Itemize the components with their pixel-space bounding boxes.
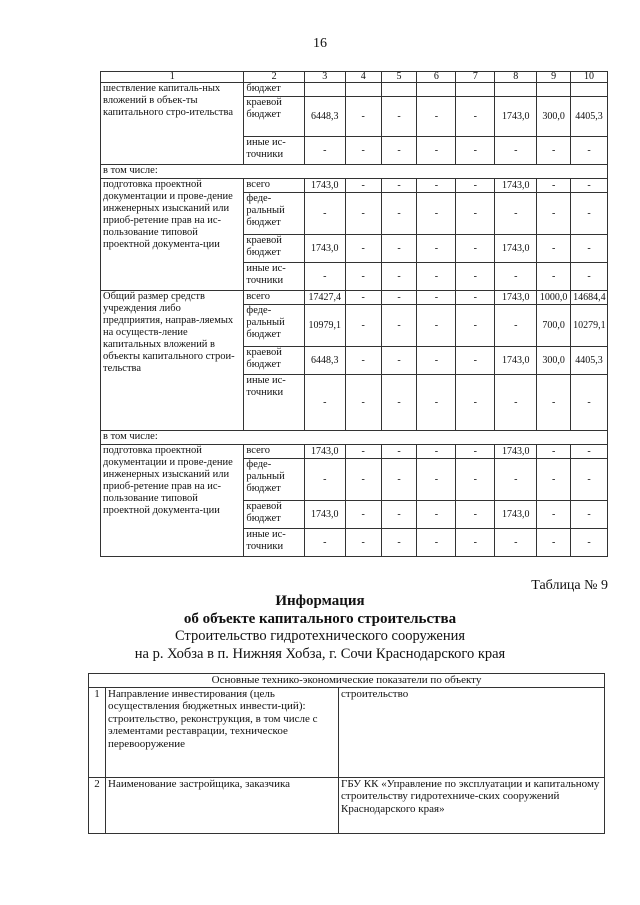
amount-cell: - [456, 375, 495, 431]
amount-cell: - [345, 291, 381, 305]
page-number: 16 [313, 36, 327, 51]
object-name-line2: на р. Хобза в п. Нижняя Хобза, г. Сочи Краснодарского края [134, 646, 506, 662]
amount-cell: - [417, 305, 456, 347]
amount-cell: - [537, 235, 571, 263]
indicator-name: Направление инвестирования (цель осуществления бюджетных инвести-ций): строительство, реконструкция, в том числе с элементами реставрации, техническое перевооружение [106, 687, 339, 777]
amount-cell: 6448,3 [304, 347, 345, 375]
amount-cell: - [381, 375, 417, 431]
amount-cell [304, 83, 345, 97]
amount-cell: - [495, 375, 537, 431]
source-label: феде-ральный бюджет [244, 193, 304, 235]
source-label: краевой бюджет [244, 235, 304, 263]
amount-cell: - [537, 137, 571, 165]
indicator-name: Наименование застройщика, заказчика [106, 777, 339, 833]
amount-cell: 700,0 [537, 305, 571, 347]
column-header: 5 [381, 72, 417, 83]
amount-cell: - [456, 179, 495, 193]
amount-cell: - [417, 179, 456, 193]
amount-cell: 1743,0 [495, 347, 537, 375]
amount-cell: - [456, 137, 495, 165]
amount-cell: - [417, 459, 456, 501]
amount-cell: - [571, 235, 608, 263]
info-title: Информация [275, 593, 365, 609]
amount-cell: - [456, 263, 495, 291]
indicators-header-row [89, 674, 605, 688]
amount-cell: - [571, 529, 608, 557]
row-description: Общий размер средств учреждения либо предприятия, направ-ляемых на осуществ-ление капитальных вложений в объекты капитального строи-тельства [101, 291, 244, 431]
row-description: шествление капиталь-ных вложений в объек-ты капитального стро-ительства [101, 83, 244, 165]
source-label: всего [244, 179, 304, 193]
amount-cell: - [495, 305, 537, 347]
source-label: феде-ральный бюджет [244, 459, 304, 501]
amount-cell: - [345, 529, 381, 557]
amount-cell: - [345, 235, 381, 263]
indicator-row [89, 687, 605, 777]
amount-cell: - [495, 529, 537, 557]
source-label: иные ис-точники [244, 137, 304, 165]
amount-cell: 14684,4 [571, 291, 608, 305]
source-label: иные ис-точники [244, 375, 304, 431]
table-number: Таблица № 9 [531, 578, 608, 593]
amount-cell: - [304, 263, 345, 291]
column-header: 8 [495, 72, 537, 83]
amount-cell: - [571, 375, 608, 431]
indicator-number: 2 [89, 777, 106, 833]
source-label: всего [244, 445, 304, 459]
amount-cell: - [456, 235, 495, 263]
amount-cell: 1743,0 [495, 235, 537, 263]
info-subtitle: об объекте капитального строительства [183, 611, 457, 627]
amount-cell: - [304, 529, 345, 557]
amount-cell: 1743,0 [495, 501, 537, 529]
subgroup-caption: в том числе: [101, 165, 608, 179]
amount-cell: - [571, 179, 608, 193]
column-header: 2 [244, 72, 304, 83]
table-row [101, 83, 608, 97]
amount-cell: - [417, 529, 456, 557]
amount-cell: 1743,0 [495, 97, 537, 137]
amount-cell: - [381, 179, 417, 193]
subgroup-caption: в том числе: [101, 431, 608, 445]
amount-cell: - [417, 347, 456, 375]
amount-cell: - [456, 501, 495, 529]
amount-cell [571, 83, 608, 97]
amount-cell: - [456, 97, 495, 137]
amount-cell: - [537, 501, 571, 529]
amount-cell: - [537, 529, 571, 557]
amount-cell: - [571, 459, 608, 501]
amount-cell: - [381, 445, 417, 459]
column-header: 10 [571, 72, 608, 83]
column-header: 6 [417, 72, 456, 83]
amount-cell: - [495, 137, 537, 165]
amount-cell: - [537, 179, 571, 193]
amount-cell: 1743,0 [304, 501, 345, 529]
column-header: 9 [537, 72, 571, 83]
separator-row [101, 165, 608, 179]
amount-cell: - [304, 459, 345, 501]
amount-cell: - [381, 193, 417, 235]
amount-cell: - [537, 459, 571, 501]
amount-cell: - [456, 529, 495, 557]
amount-cell: - [345, 137, 381, 165]
amount-cell: - [456, 459, 495, 501]
amount-cell: 6448,3 [304, 97, 345, 137]
amount-cell: - [417, 235, 456, 263]
amount-cell: - [381, 97, 417, 137]
amount-cell: - [417, 97, 456, 137]
amount-cell: - [381, 347, 417, 375]
amount-cell: - [345, 179, 381, 193]
amount-cell: - [537, 193, 571, 235]
amount-cell: - [571, 263, 608, 291]
amount-cell: - [456, 193, 495, 235]
amount-cell: - [537, 263, 571, 291]
amount-cell: - [345, 97, 381, 137]
amount-cell: - [345, 375, 381, 431]
amount-cell: 4405,3 [571, 347, 608, 375]
column-header: 4 [345, 72, 381, 83]
amount-cell [537, 83, 571, 97]
amount-cell: - [381, 235, 417, 263]
amount-cell: - [381, 137, 417, 165]
amount-cell: 1743,0 [304, 179, 345, 193]
amount-cell: - [345, 445, 381, 459]
source-label: иные ис-точники [244, 529, 304, 557]
header-row [101, 72, 608, 83]
source-label: всего [244, 291, 304, 305]
amount-cell: - [304, 375, 345, 431]
amount-cell: - [345, 501, 381, 529]
amount-cell: 1743,0 [495, 291, 537, 305]
source-label: иные ис-точники [244, 263, 304, 291]
amount-cell: 10279,1 [571, 305, 608, 347]
indicator-value: строительство [339, 687, 605, 777]
funding-table [100, 71, 608, 557]
amount-cell [456, 83, 495, 97]
amount-cell: - [456, 291, 495, 305]
amount-cell: 300,0 [537, 347, 571, 375]
object-name-line1: Строительство гидротехнического сооружения [174, 628, 466, 644]
amount-cell: 1743,0 [304, 235, 345, 263]
amount-cell: - [495, 459, 537, 501]
amount-cell: - [417, 501, 456, 529]
amount-cell: - [571, 501, 608, 529]
amount-cell: - [456, 347, 495, 375]
amount-cell: - [417, 445, 456, 459]
amount-cell: 17427,4 [304, 291, 345, 305]
indicators-header: Основные технико-экономические показатели по объекту [89, 674, 605, 688]
amount-cell: 1000,0 [537, 291, 571, 305]
amount-cell: - [495, 263, 537, 291]
amount-cell: - [571, 193, 608, 235]
amount-cell: - [571, 137, 608, 165]
amount-cell: - [345, 263, 381, 291]
amount-cell: - [381, 291, 417, 305]
amount-cell: 1743,0 [304, 445, 345, 459]
amount-cell: - [381, 263, 417, 291]
amount-cell: - [456, 305, 495, 347]
column-header: 7 [456, 72, 495, 83]
source-label: краевой бюджет [244, 347, 304, 375]
amount-cell: 10979,1 [304, 305, 345, 347]
column-header: 1 [101, 72, 244, 83]
amount-cell: - [381, 529, 417, 557]
amount-cell: - [417, 291, 456, 305]
amount-cell: - [417, 193, 456, 235]
indicators-table [88, 673, 605, 834]
amount-cell [495, 83, 537, 97]
indicator-row [89, 777, 605, 833]
indicator-number: 1 [89, 687, 106, 777]
amount-cell: - [304, 137, 345, 165]
amount-cell: 4405,3 [571, 97, 608, 137]
separator-row [101, 431, 608, 445]
amount-cell: - [571, 445, 608, 459]
amount-cell: - [381, 459, 417, 501]
amount-cell [345, 83, 381, 97]
table-row [101, 179, 608, 193]
source-label: краевой бюджет [244, 501, 304, 529]
amount-cell [381, 83, 417, 97]
amount-cell: - [537, 445, 571, 459]
amount-cell: - [381, 501, 417, 529]
column-header: 3 [304, 72, 345, 83]
amount-cell: 1743,0 [495, 179, 537, 193]
amount-cell: - [345, 347, 381, 375]
amount-cell [417, 83, 456, 97]
amount-cell: - [537, 375, 571, 431]
amount-cell: - [417, 263, 456, 291]
indicator-value: ГБУ КК «Управление по эксплуатации и капитальному строительству гидротехниче-ских сооружений Краснодарского края» [339, 777, 605, 833]
amount-cell: - [417, 375, 456, 431]
source-label: феде-ральный бюджет [244, 305, 304, 347]
amount-cell: - [417, 137, 456, 165]
amount-cell: 300,0 [537, 97, 571, 137]
amount-cell: - [304, 193, 345, 235]
amount-cell: - [345, 459, 381, 501]
source-label: краевой бюджет [244, 97, 304, 137]
amount-cell: - [345, 193, 381, 235]
row-description: подготовка проектной документации и прове-дение инженерных изысканий или приоб-ретение прав на ис-пользование типовой проектной документа-ции [101, 445, 244, 557]
table-row [101, 445, 608, 459]
amount-cell: - [495, 193, 537, 235]
source-label: бюджет [244, 83, 304, 97]
amount-cell: - [345, 305, 381, 347]
amount-cell: 1743,0 [495, 445, 537, 459]
amount-cell: - [381, 305, 417, 347]
row-description: подготовка проектной документации и прове-дение инженерных изысканий или приоб-ретение прав на ис-пользование типовой проектной документа-ции [101, 179, 244, 291]
amount-cell: - [456, 445, 495, 459]
table-row [101, 291, 608, 305]
